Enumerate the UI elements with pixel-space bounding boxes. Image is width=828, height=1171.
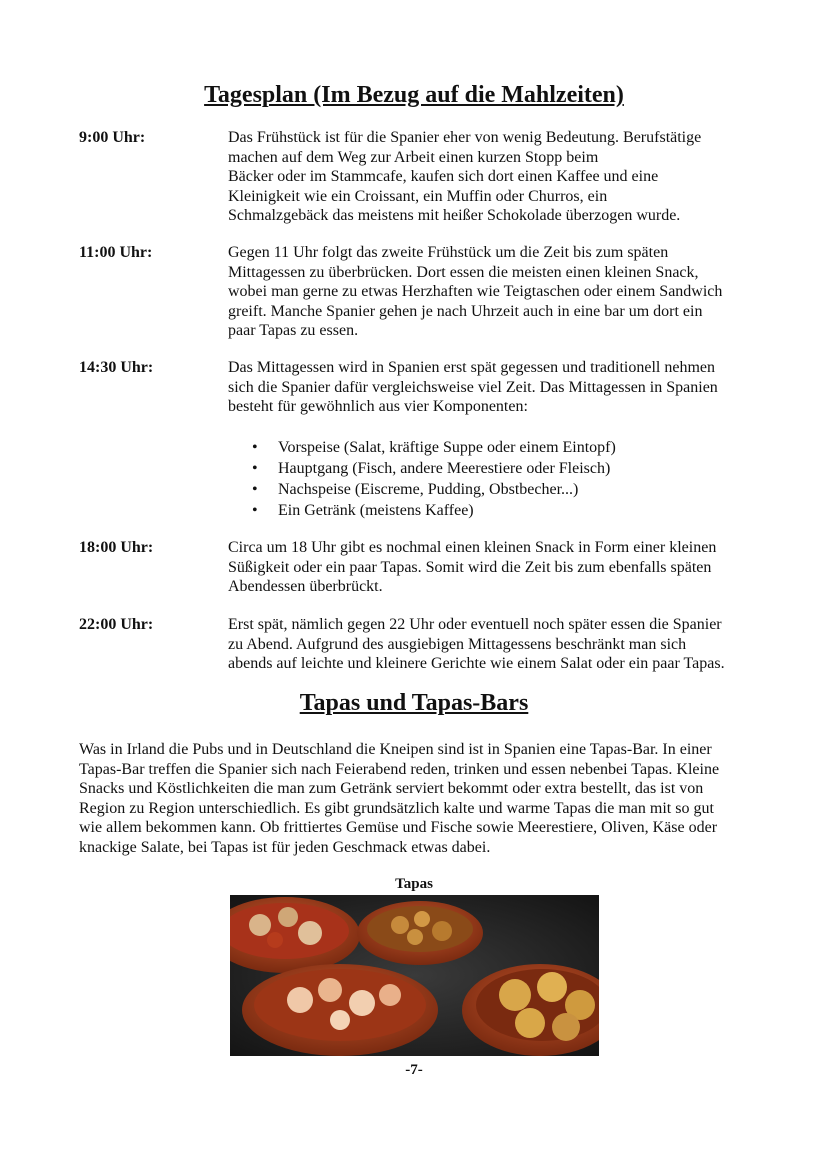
schedule-time: 18:00 Uhr: — [79, 539, 154, 556]
tapas-photo — [230, 895, 599, 1056]
list-item: • Nachspeise (Eiscreme, Pudding, Obstbecher...) — [278, 479, 758, 500]
text-line: Was in Irland die Pubs und in Deutschland die Kneipen sind ist in Spanien eine Tapas-Bar. In einer — [79, 741, 712, 758]
text-line: Tapas-Bar treffen die Spanier sich nach Feierabend reden, trinken und essen nebenbei Tapas. Kleine — [79, 760, 720, 778]
schedule-description — [228, 358, 758, 521]
text-line: Erst spät, nämlich gegen 22 Uhr oder eventuell noch später essen die Spanier — [228, 616, 722, 633]
list-item: • Vorspeise (Salat, kräftige Suppe oder einem Eintopf) — [278, 437, 758, 458]
text-line: Region zu Region unterschiedlich. Es gibt grundsätzlich kalte und warme Tapas die man mit so gut — [79, 799, 714, 817]
text-line: Das Mittagessen wird in Spanien erst spät gegessen und traditionell nehmen — [228, 359, 716, 376]
text-line: wie allem bekommen kann. Ob frittiertes Gemüse und Fische sowie Meerestiere, Oliven, Käse oder — [79, 819, 718, 837]
text-line: Snacks und Köstlichkeiten die man zum Getränk serviert bekommt oder extra bestellt, das ist von — [79, 780, 704, 798]
text-line: Schmalzgebäck das meistens mit heißer Schokolade überzogen wurde. — [228, 207, 681, 224]
text-line: Mittagessen zu überbrücken. Dort essen die meisten einen kleinen Snack, — [228, 263, 699, 281]
schedule-time: 22:00 Uhr: — [79, 616, 154, 633]
text-line: Bäcker oder im Stammcafe, kaufen sich dort einen Kaffee und eine — [228, 168, 659, 185]
text-line: Süßigkeit oder ein paar Tapas. Somit wird die Zeit bis zum ebenfalls späten — [228, 558, 712, 576]
text-line: sich die Spanier dafür vergleichsweise viel Zeit. Das Mittagessen in Spanien — [228, 378, 718, 396]
schedule-description — [228, 128, 758, 226]
text-line: machen auf dem Weg zur Arbeit einen kurzen Stopp beim — [228, 148, 599, 166]
text-line: Kleinigkeit wie ein Croissant, ein Muffin oder Churros, ein — [228, 187, 608, 205]
tapas-paragraph — [79, 740, 749, 858]
schedule-description — [228, 615, 758, 674]
course-list — [228, 437, 758, 521]
page-number: -7- — [405, 1062, 423, 1078]
text-line: zu Abend. Aufgrund des ausgiebigen Mittagessens beschränkt man sich — [228, 635, 687, 653]
text-line: abends auf leichte und kleinere Gerichte wie einem Salat oder ein paar Tapas. — [228, 655, 725, 672]
text-line: Das Frühstück ist für die Spanier eher von wenig Bedeutung. Berufstätige — [228, 129, 702, 146]
text-line: greift. Manche Spanier gehen je nach Uhrzeit auch in eine bar um dort ein — [228, 302, 703, 320]
figure-caption: Tapas — [395, 876, 433, 892]
text-line: Gegen 11 Uhr folgt das zweite Frühstück um die Zeit bis zum späten — [228, 244, 669, 261]
text-line: knackige Salate, bei Tapas ist für jeden Geschmack etwas dabei. — [79, 838, 491, 856]
list-item: • Ein Getränk (meistens Kaffee) — [278, 500, 758, 521]
schedule-time: 11:00 Uhr: — [79, 244, 153, 261]
list-item: • Hauptgang (Fisch, andere Meerestiere oder Fleisch) — [278, 458, 758, 479]
schedule-description — [228, 538, 758, 597]
text-line: Circa um 18 Uhr gibt es nochmal einen kleinen Snack in Form einer kleinen — [228, 539, 717, 556]
schedule-description — [228, 243, 758, 341]
text-line: wobei man gerne zu etwas Herzhaften wie Teigtaschen oder einem Sandwich — [228, 283, 723, 300]
section-title: Tapas und Tapas-Bars — [299, 690, 529, 716]
text-line: Abendessen überbrückt. — [228, 578, 383, 595]
schedule-time: 14:30 Uhr: — [79, 359, 154, 376]
page-title: Tagesplan (Im Bezug auf die Mahlzeiten) — [204, 82, 624, 108]
text-line: paar Tapas zu essen. — [228, 322, 359, 339]
text-line: besteht für gewöhnlich aus vier Komponenten: — [228, 398, 528, 415]
schedule-time: 9:00 Uhr: — [79, 129, 146, 146]
